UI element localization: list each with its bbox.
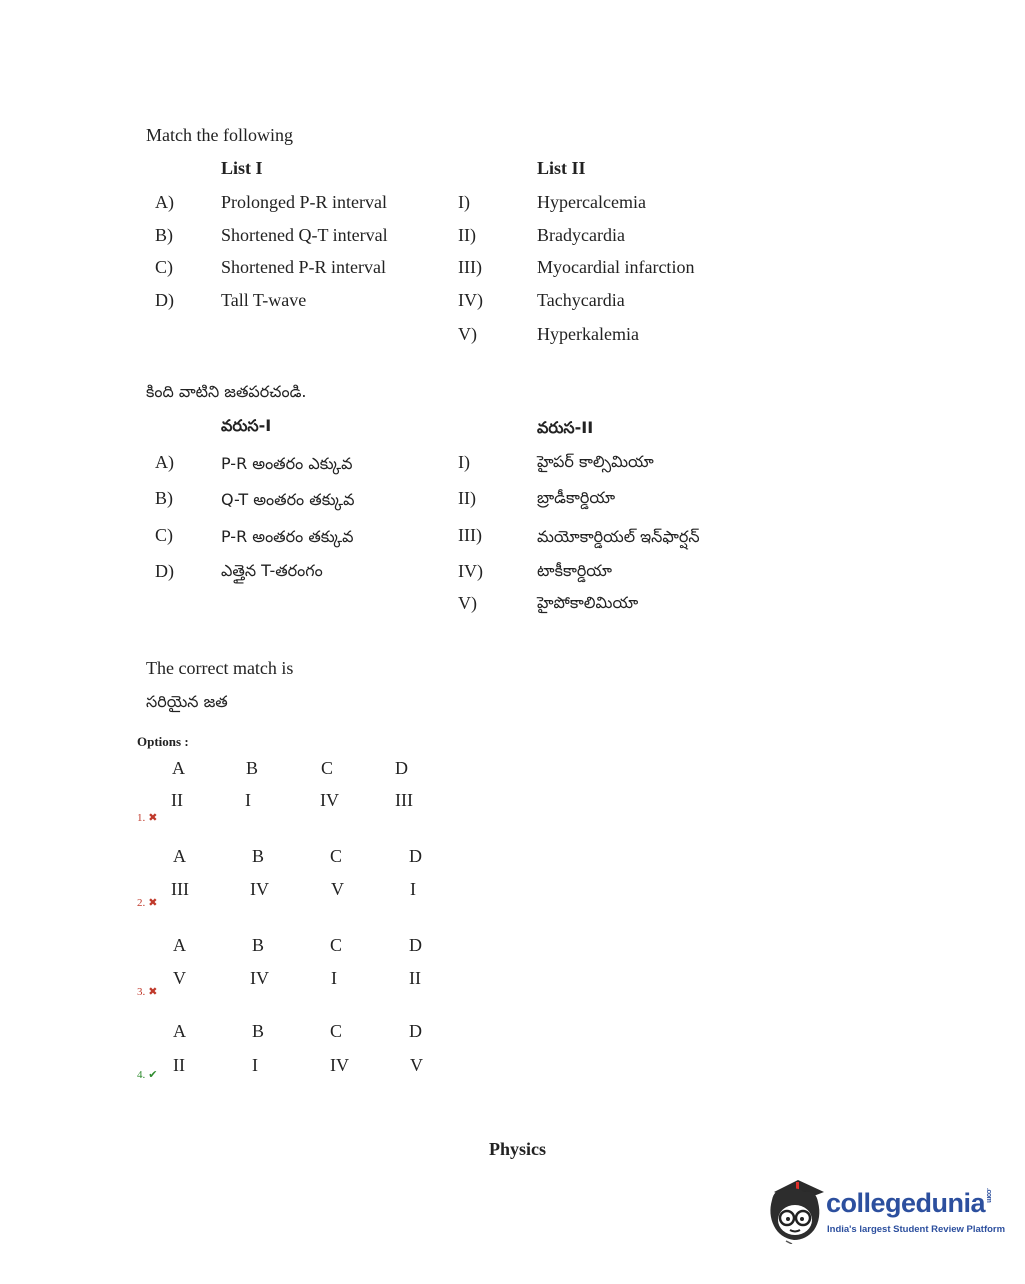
list-item-key: II) — [458, 488, 476, 508]
list1-header-te: వరుస-I — [221, 416, 272, 435]
option-header: D — [409, 935, 422, 955]
option-value: IV — [330, 1055, 349, 1075]
list-item-text: Hyperkalemia — [537, 324, 639, 344]
option-value: I — [252, 1055, 258, 1075]
list-item-key: V) — [458, 593, 477, 613]
option-value: II — [409, 968, 421, 988]
option-value: III — [395, 790, 413, 810]
option-header: D — [409, 846, 422, 866]
option-number: 4. ✔ — [137, 1069, 158, 1081]
question-intro-en: Match the following — [146, 125, 293, 145]
list-item-text: Prolonged P-R interval — [221, 192, 387, 212]
list-item-key: II) — [458, 225, 476, 245]
list-item-text: Tachycardia — [537, 290, 625, 310]
list-item-key: III) — [458, 257, 482, 277]
list-item-key: C) — [155, 525, 173, 545]
list-item-key: III) — [458, 525, 482, 545]
option-header: A — [172, 758, 185, 778]
list-item-text: టాకీకార్డియా — [537, 561, 613, 580]
list-item-key: C) — [155, 257, 173, 277]
list-item-text: బ్రాడీకార్డియా — [537, 488, 616, 507]
option-number: 2. ✖ — [137, 897, 158, 909]
list-item-text: హైపర్ కాల్సిమియా — [537, 452, 654, 471]
collegedunia-logo[interactable] — [764, 1178, 1006, 1248]
option-value: IV — [250, 879, 269, 899]
option-value: II — [173, 1055, 185, 1075]
list-item-text: ఎత్తైన T-తరంగం — [221, 561, 323, 580]
option-header: A — [173, 935, 186, 955]
option-header: D — [395, 758, 408, 778]
prompt-te: సరియైన జత — [146, 692, 228, 711]
cross-icon: ✖ — [148, 986, 158, 998]
list-item-text: Tall T-wave — [221, 290, 307, 310]
list-item-text: మయోకార్డియల్ ఇన్‌ఫార్షన్ — [537, 527, 700, 546]
list-item-key: B) — [155, 225, 173, 245]
list-item-key: B) — [155, 488, 173, 508]
list-item-text: P-R అంతరం ఎక్కువ — [221, 454, 353, 473]
list-item-text: Q-T అంతరం తక్కువ — [221, 490, 355, 509]
list-item-text: Bradycardia — [537, 225, 625, 245]
option-header: C — [330, 1021, 343, 1041]
question-intro-te: కింది వాటిని జతపరచండి. — [146, 382, 307, 401]
check-icon: ✔ — [148, 1069, 158, 1081]
list-item-text: Hypercalcemia — [537, 192, 646, 212]
section-heading: Physics — [489, 1139, 547, 1159]
prompt-en: The correct match is — [146, 658, 294, 678]
list-item-key: A) — [155, 452, 174, 472]
option-value: V — [410, 1055, 423, 1075]
list-item-key: I) — [458, 192, 470, 212]
option-header: B — [252, 846, 265, 866]
list-item-text: P-R అంతరం తక్కువ — [221, 527, 354, 546]
option-header: C — [330, 846, 343, 866]
list-item-key: D) — [155, 290, 174, 310]
logo-brand: collegedunia.com — [826, 1188, 993, 1218]
list2-header-te: వరుస-II — [537, 418, 594, 437]
option-value: V — [331, 879, 344, 899]
option-value: I — [331, 968, 337, 988]
cross-icon: ✖ — [148, 812, 158, 824]
option-value: V — [173, 968, 186, 988]
list-item-text: Myocardial infarction — [537, 257, 695, 277]
list-item-key: V) — [458, 324, 477, 344]
option-value: I — [410, 879, 416, 899]
option-number: 1. ✖ — [137, 812, 158, 824]
list-item-key: D) — [155, 561, 174, 581]
option-value: II — [171, 790, 183, 810]
list-item-text: Shortened P-R interval — [221, 257, 386, 277]
option-value: I — [245, 790, 251, 810]
option-header: C — [321, 758, 334, 778]
option-header: D — [409, 1021, 422, 1041]
option-value: IV — [250, 968, 269, 988]
option-header: B — [252, 1021, 265, 1041]
list-item-key: A) — [155, 192, 174, 212]
list-item-key: IV) — [458, 290, 483, 310]
list-item-text: హైపోకాలిమియా — [537, 593, 639, 612]
option-header: B — [252, 935, 265, 955]
option-value: IV — [320, 790, 339, 810]
list2-header-en: List II — [537, 158, 586, 178]
option-number: 3. ✖ — [137, 986, 158, 998]
mascot-icon — [766, 1178, 826, 1244]
list1-header-en: List I — [221, 158, 263, 178]
option-header: A — [173, 1021, 186, 1041]
options-label: Options : — [137, 734, 189, 749]
list-item-text: Shortened Q-T interval — [221, 225, 388, 245]
option-header: B — [246, 758, 259, 778]
option-header: C — [330, 935, 343, 955]
list-item-key: I) — [458, 452, 470, 472]
list-item-key: IV) — [458, 561, 483, 581]
option-value: III — [171, 879, 189, 899]
logo-tagline: India's largest Student Review Platform — [827, 1224, 1006, 1235]
option-header: A — [173, 846, 186, 866]
cross-icon: ✖ — [148, 897, 158, 909]
